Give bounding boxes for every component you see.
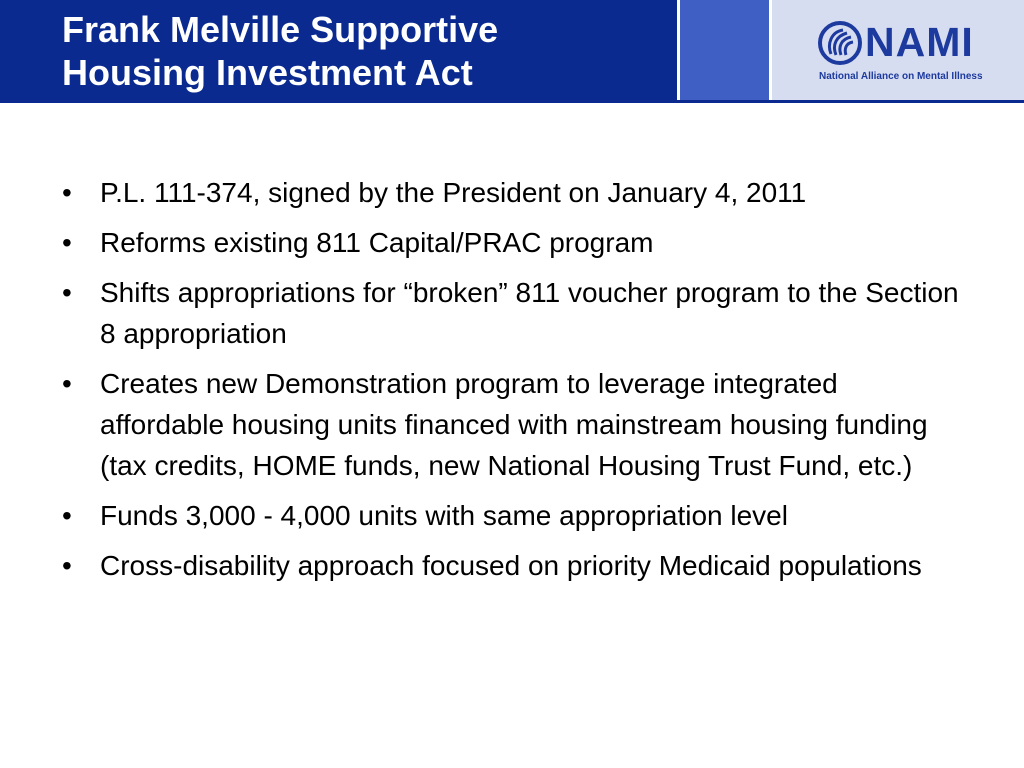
bullet-item-cross-disability: • Cross-disability approach focused on priority Medicaid populations [62, 545, 962, 586]
slide-title-line-2: Housing Investment Act [62, 52, 473, 93]
bullet-list [62, 172, 962, 595]
nami-logo [818, 21, 1018, 81]
bullet-item-demonstration: • Creates new Demonstration program to leverage integrated affordable housing units financed with mainstream housing funding (tax credits, HOME funds, new National Housing Trust Fund, etc.) [62, 363, 962, 486]
bullet-item-appropriations: • Shifts appropriations for “broken” 811 voucher program to the Section 8 appropriation [62, 272, 962, 354]
header-rule [0, 100, 1024, 103]
slide-title [62, 8, 662, 94]
nami-tagline: National Alliance on Mental Illness [819, 71, 983, 82]
nami-swirl-icon [818, 21, 862, 65]
slide-header [0, 0, 1024, 103]
slide-title-line-1: Frank Melville Supportive [62, 9, 499, 50]
nami-wordmark: NAMI [865, 19, 974, 65]
bullet-item-reforms: • Reforms existing 811 Capital/PRAC program [62, 222, 962, 263]
bullet-item-public-law: • P.L. 111-374, signed by the President on January 4, 2011 [62, 172, 962, 213]
bullet-item-funds: • Funds 3,000 - 4,000 units with same appropriation level [62, 495, 962, 536]
header-accent-stripe [680, 0, 769, 103]
